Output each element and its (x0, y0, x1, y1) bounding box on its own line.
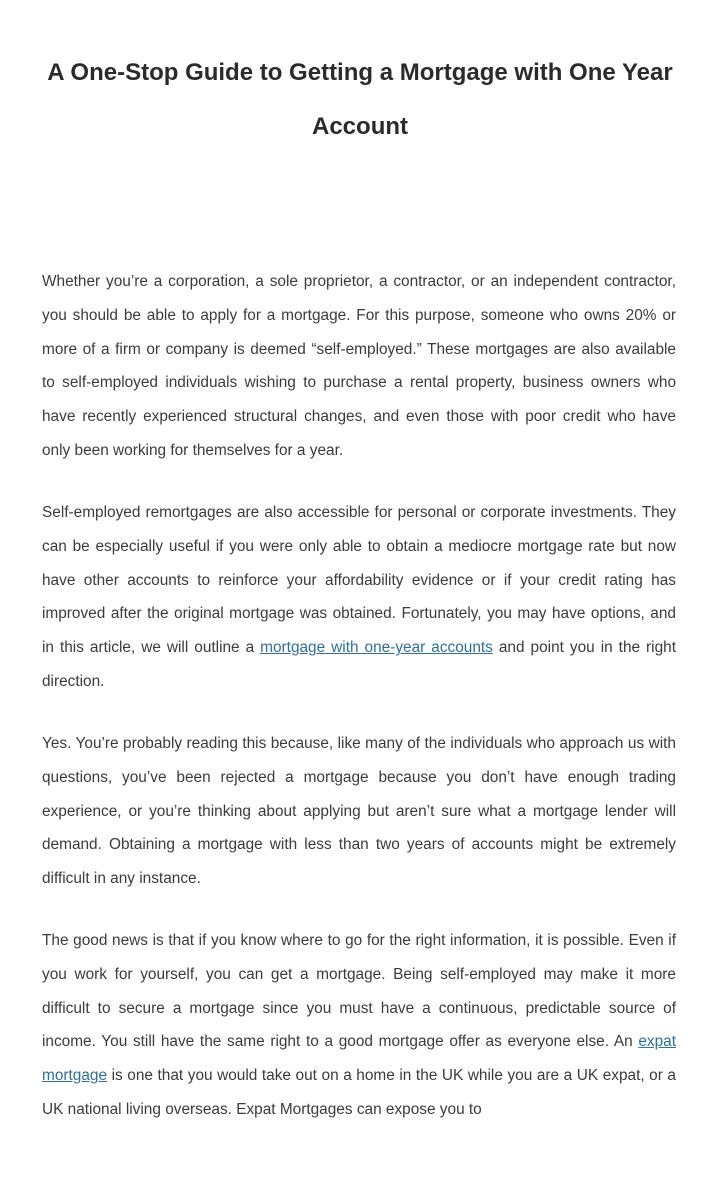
paragraph-text: and point you in the right direction. (42, 639, 677, 690)
paragraph-text: is one that you would take out on a home in the UK while you are a UK expat, or a UK national living overseas. Expat Mortgages can expose you to (42, 1067, 676, 1118)
paragraph-intro: Whether you’re a corporation, a sole proprietor, a contractor, or an independent contractor, you should be able to apply for a mortgage. For this purpose, someone who owns 20% or more of a firm or company is deemed “self-employed.” These mortgages are also available to self-employed individuals wishing to purchase a rental property, business owners who have recently experienced structural changes, and even those with poor credit who have only been working for themselves for a year. (42, 273, 676, 459)
page-title: A One-Stop Guide to Getting a Mortgage with One Year Account (47, 59, 673, 140)
paragraph-text: The good news is that if you know where to go for the right information, it is possible. Even if you work for yourself, you can get a mortgage. Being self-employed may make it more difficult to secure a mortgage since you must have a continuous, predictable source of income. You still have the same right to a good mortgage offer as everyone else. An (42, 932, 676, 1051)
paragraph-remortgages (42, 496, 676, 699)
paragraph-text: Self-employed remortgages are also accessible for personal or corporate investments. They can be especially useful if you were only able to obtain a mediocre mortgage rate but now have other accounts to reinforce your affordability evidence or if your credit rating has improved after the original mortgage was obtained. Fortunately, you may have options, and in this article, we will outline a (42, 504, 676, 657)
paragraph-good-news (42, 924, 676, 1127)
paragraph-rejected: Yes. You’re probably reading this because, like many of the individuals who approach us with questions, you’ve been rejected a mortgage because you don’t have enough trading experience, or you’re thinking about applying but aren’t sure what a mortgage lender will demand. Obtaining a mortgage with less than two years of accounts might be extremely difficult in any instance. (42, 735, 676, 888)
expat-mortgage-link[interactable]: expat mortgage (42, 1033, 676, 1085)
one-year-accounts-link[interactable]: mortgage with one-year accounts (260, 639, 493, 657)
